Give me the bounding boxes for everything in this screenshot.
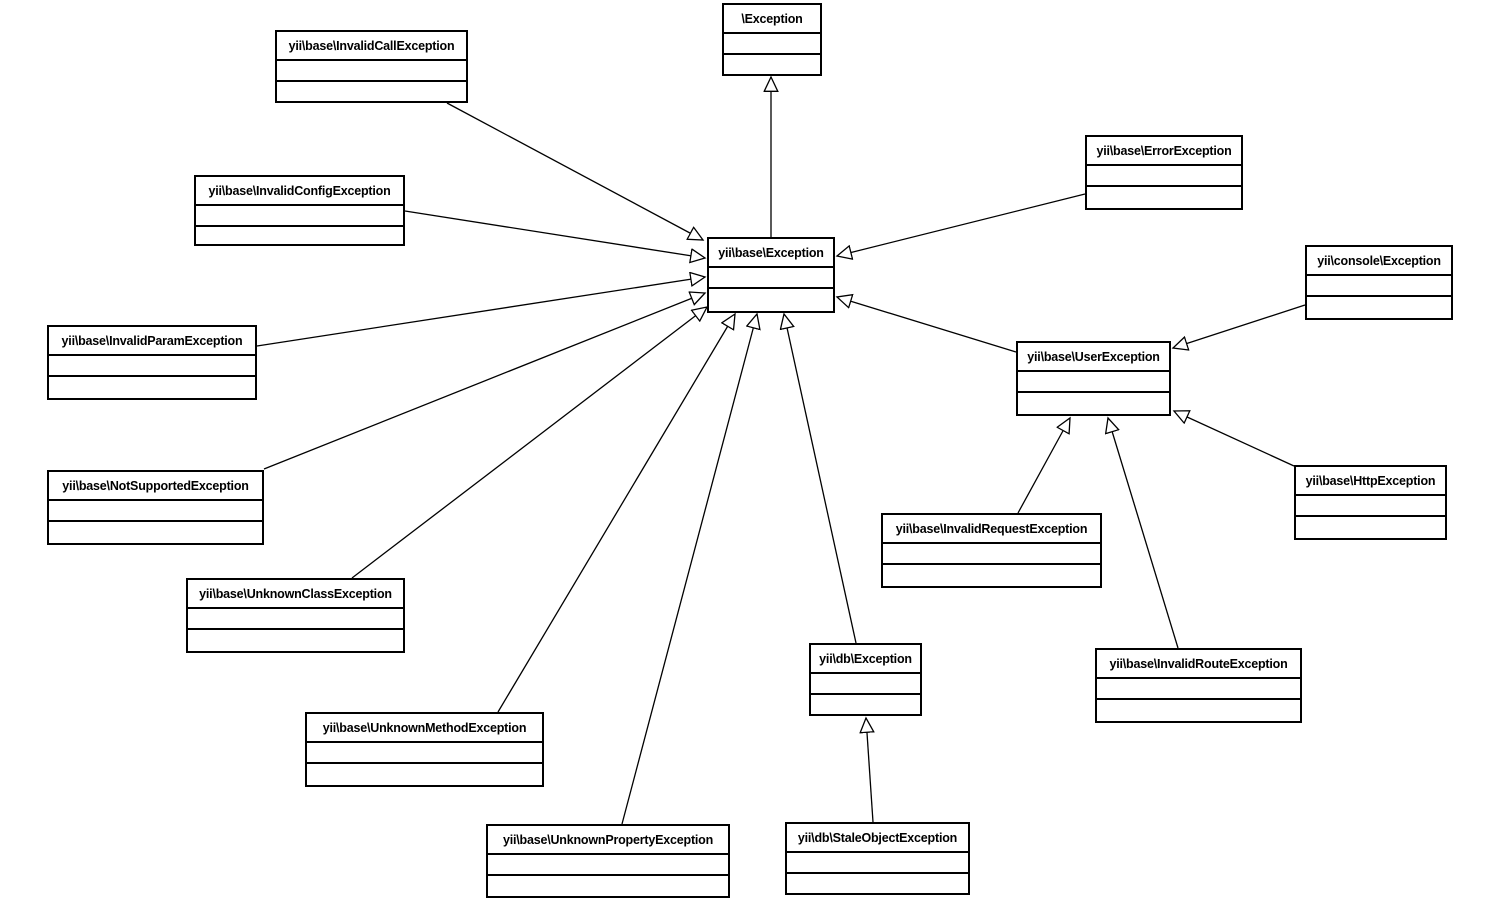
class-name-label: yii\base\UnknownClassException — [188, 580, 403, 609]
methods-compartment — [188, 630, 403, 651]
class-name-label: yii\base\InvalidConfigException — [196, 177, 403, 206]
attributes-compartment — [883, 544, 1100, 565]
inheritance-edge-invalid-param-to-base-exception — [257, 277, 705, 346]
class-node-db-exception — [809, 643, 922, 716]
attributes-compartment — [188, 609, 403, 630]
attributes-compartment — [49, 501, 262, 522]
inheritance-edge-unknown-class-to-base-exception — [352, 307, 707, 578]
class-name-label: yii\base\InvalidCallException — [277, 32, 466, 61]
attributes-compartment — [709, 268, 833, 289]
inheritance-edge-invalid-route-to-user-exception — [1108, 418, 1178, 648]
class-node-user-exception — [1016, 341, 1171, 416]
class-node-unknown-method — [305, 712, 544, 787]
class-node-base-exception — [707, 237, 835, 313]
class-name-label: yii\base\UnknownMethodException — [307, 714, 542, 743]
class-node-http-exception — [1294, 465, 1447, 540]
methods-compartment — [277, 82, 466, 101]
class-name-label: yii\db\Exception — [811, 645, 920, 674]
methods-compartment — [787, 874, 968, 893]
inheritance-edge-stale-object-to-db-exception — [866, 718, 873, 822]
methods-compartment — [1018, 393, 1169, 414]
class-name-label: yii\base\UserException — [1018, 343, 1169, 372]
methods-compartment — [811, 695, 920, 714]
inheritance-edge-not-supported-to-base-exception — [264, 293, 705, 469]
class-node-unknown-property — [486, 824, 730, 898]
inheritance-edge-db-exception-to-base-exception — [784, 314, 856, 643]
inheritance-edge-invalid-config-to-base-exception — [405, 211, 705, 258]
class-node-console-exception — [1305, 245, 1453, 320]
methods-compartment — [1296, 517, 1445, 538]
class-name-label: yii\base\ErrorException — [1087, 137, 1241, 166]
methods-compartment — [196, 227, 403, 244]
class-node-not-supported — [47, 470, 264, 545]
methods-compartment — [49, 377, 255, 398]
attributes-compartment — [49, 356, 255, 377]
methods-compartment — [1087, 187, 1241, 208]
class-node-stale-object — [785, 822, 970, 895]
inheritance-edge-unknown-method-to-base-exception — [498, 314, 735, 712]
class-name-label: yii\base\InvalidParamException — [49, 327, 255, 356]
methods-compartment — [307, 764, 542, 785]
attributes-compartment — [1296, 496, 1445, 517]
methods-compartment — [709, 289, 833, 311]
class-name-label: yii\db\StaleObjectException — [787, 824, 968, 853]
inheritance-edge-user-exception-to-base-exception — [837, 297, 1016, 352]
class-name-label: yii\base\HttpException — [1296, 467, 1445, 496]
attributes-compartment — [488, 855, 728, 876]
class-node-invalid-call — [275, 30, 468, 103]
attributes-compartment — [277, 61, 466, 82]
class-node-invalid-route — [1095, 648, 1302, 723]
attributes-compartment — [787, 853, 968, 874]
class-name-label: yii\base\InvalidRouteException — [1097, 650, 1300, 679]
class-node-invalid-param — [47, 325, 257, 400]
attributes-compartment — [307, 743, 542, 764]
inheritance-edge-error-exception-to-base-exception — [837, 194, 1085, 256]
methods-compartment — [1307, 297, 1451, 318]
attributes-compartment — [1307, 276, 1451, 297]
inheritance-edge-invalid-call-to-base-exception — [447, 103, 703, 240]
class-name-label: yii\base\NotSupportedException — [49, 472, 262, 501]
class-node-invalid-config — [194, 175, 405, 246]
attributes-compartment — [1097, 679, 1300, 700]
inheritance-edge-http-exception-to-user-exception — [1174, 411, 1294, 466]
class-name-label: yii\console\Exception — [1307, 247, 1451, 276]
class-node-root-exception — [722, 3, 822, 76]
class-name-label: yii\base\Exception — [709, 239, 833, 268]
attributes-compartment — [724, 34, 820, 55]
attributes-compartment — [1018, 372, 1169, 393]
methods-compartment — [1097, 700, 1300, 721]
class-node-error-exception — [1085, 135, 1243, 210]
class-name-label: \Exception — [724, 5, 820, 34]
inheritance-edge-console-exception-to-user-exception — [1173, 305, 1305, 348]
class-name-label: yii\base\InvalidRequestException — [883, 515, 1100, 544]
methods-compartment — [724, 55, 820, 74]
class-node-invalid-request — [881, 513, 1102, 588]
attributes-compartment — [811, 674, 920, 695]
attributes-compartment — [196, 206, 403, 227]
methods-compartment — [488, 876, 728, 896]
inheritance-edge-invalid-request-to-user-exception — [1018, 418, 1070, 513]
methods-compartment — [49, 522, 262, 543]
attributes-compartment — [1087, 166, 1241, 187]
class-node-unknown-class — [186, 578, 405, 653]
methods-compartment — [883, 565, 1100, 586]
class-name-label: yii\base\UnknownPropertyException — [488, 826, 728, 855]
